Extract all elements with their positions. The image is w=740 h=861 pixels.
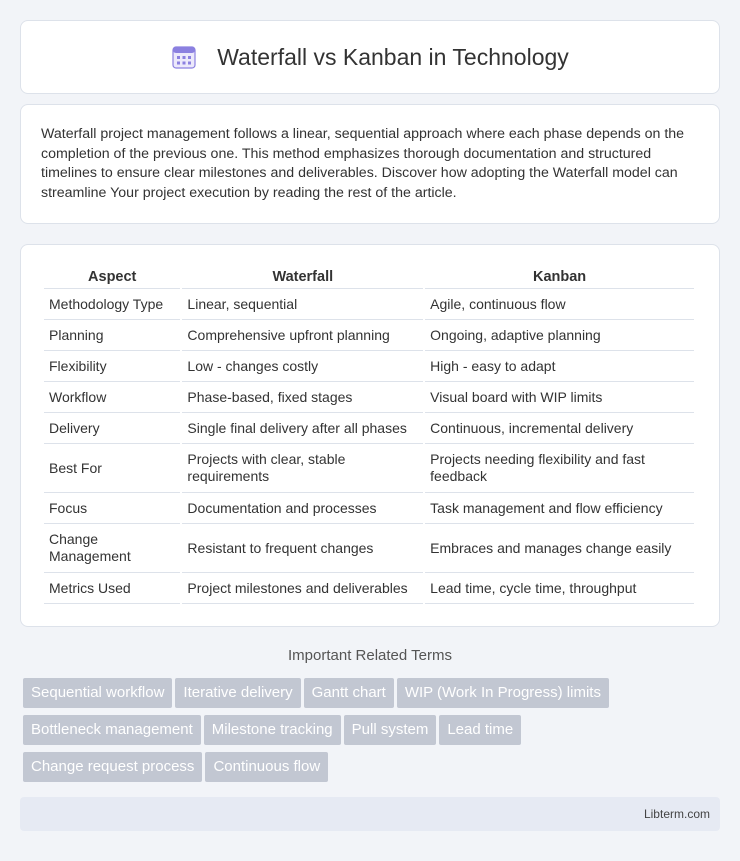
table-cell: Ongoing, adaptive planning xyxy=(425,320,694,351)
table-cell: Workflow xyxy=(44,382,180,413)
table-cell: Resistant to frequent changes xyxy=(182,524,423,573)
page-title: Waterfall vs Kanban in Technology xyxy=(217,43,569,70)
term-tag[interactable]: Sequential workflow xyxy=(23,678,172,708)
table-row xyxy=(44,289,694,320)
comparison-table xyxy=(42,265,696,604)
table-row xyxy=(44,382,694,413)
table-cell: Comprehensive upfront planning xyxy=(182,320,423,351)
table-cell: Agile, continuous flow xyxy=(425,289,694,320)
comparison-table-card xyxy=(20,244,720,627)
term-tag[interactable]: Gantt chart xyxy=(304,678,394,708)
term-tag[interactable]: Iterative delivery xyxy=(175,678,300,708)
table-cell: Change Management xyxy=(44,524,180,573)
footer-site-link[interactable]: Libterm.com xyxy=(643,807,710,821)
term-tag[interactable]: WIP (Work In Progress) limits xyxy=(397,678,609,708)
table-cell: Visual board with WIP limits xyxy=(425,382,694,413)
table-row xyxy=(44,351,694,382)
term-tag[interactable]: Pull system xyxy=(344,715,437,745)
table-cell: Methodology Type xyxy=(44,289,180,320)
header-aspect: Aspect xyxy=(44,265,180,289)
table-cell: Delivery xyxy=(44,413,180,444)
term-tag[interactable]: Change request process xyxy=(23,752,202,782)
calendar-icon xyxy=(171,44,197,70)
table-cell: Phase-based, fixed stages xyxy=(182,382,423,413)
table-cell: Linear, sequential xyxy=(182,289,423,320)
table-cell: High - easy to adapt xyxy=(425,351,694,382)
title-card xyxy=(20,20,720,94)
table-header-row xyxy=(44,265,694,289)
related-terms-list xyxy=(23,678,703,789)
intro-text: Waterfall project management follows a linear, sequential approach where each phase depends on the completion of the previous one. This method emphasizes thorough documentation and structured timelines to ensure clear milestones and deliverables. Discover how adopting the Waterfall model can streamline Your project execution by reading the rest of the article. xyxy=(41,126,685,201)
table-cell: Low - changes costly xyxy=(182,351,423,382)
table-cell: Documentation and processes xyxy=(182,493,423,524)
table-cell: Projects with clear, stable requirements xyxy=(182,444,423,493)
table-row xyxy=(44,444,694,493)
term-tag[interactable]: Milestone tracking xyxy=(204,715,341,745)
table-row xyxy=(44,320,694,351)
header-kanban: Kanban xyxy=(425,265,694,289)
table-row xyxy=(44,413,694,444)
intro-card xyxy=(20,104,720,224)
table-row xyxy=(44,493,694,524)
table-cell: Flexibility xyxy=(44,351,180,382)
table-cell: Projects needing flexibility and fast feedback xyxy=(425,444,694,493)
table-row xyxy=(44,524,694,573)
related-terms-title: Important Related Terms xyxy=(288,647,452,664)
term-tag[interactable]: Continuous flow xyxy=(205,752,328,782)
table-cell: Focus xyxy=(44,493,180,524)
term-tag[interactable]: Lead time xyxy=(439,715,521,745)
table-cell: Lead time, cycle time, throughput xyxy=(425,573,694,604)
table-cell: Metrics Used xyxy=(44,573,180,604)
table-cell: Task management and flow efficiency xyxy=(425,493,694,524)
table-cell: Best For xyxy=(44,444,180,493)
term-tag[interactable]: Bottleneck management xyxy=(23,715,201,745)
table-row xyxy=(44,573,694,604)
header-waterfall: Waterfall xyxy=(182,265,423,289)
table-cell: Continuous, incremental delivery xyxy=(425,413,694,444)
table-cell: Embraces and manages change easily xyxy=(425,524,694,573)
table-cell: Planning xyxy=(44,320,180,351)
table-cell: Project milestones and deliverables xyxy=(182,573,423,604)
table-cell: Single final delivery after all phases xyxy=(182,413,423,444)
footer xyxy=(20,797,720,831)
